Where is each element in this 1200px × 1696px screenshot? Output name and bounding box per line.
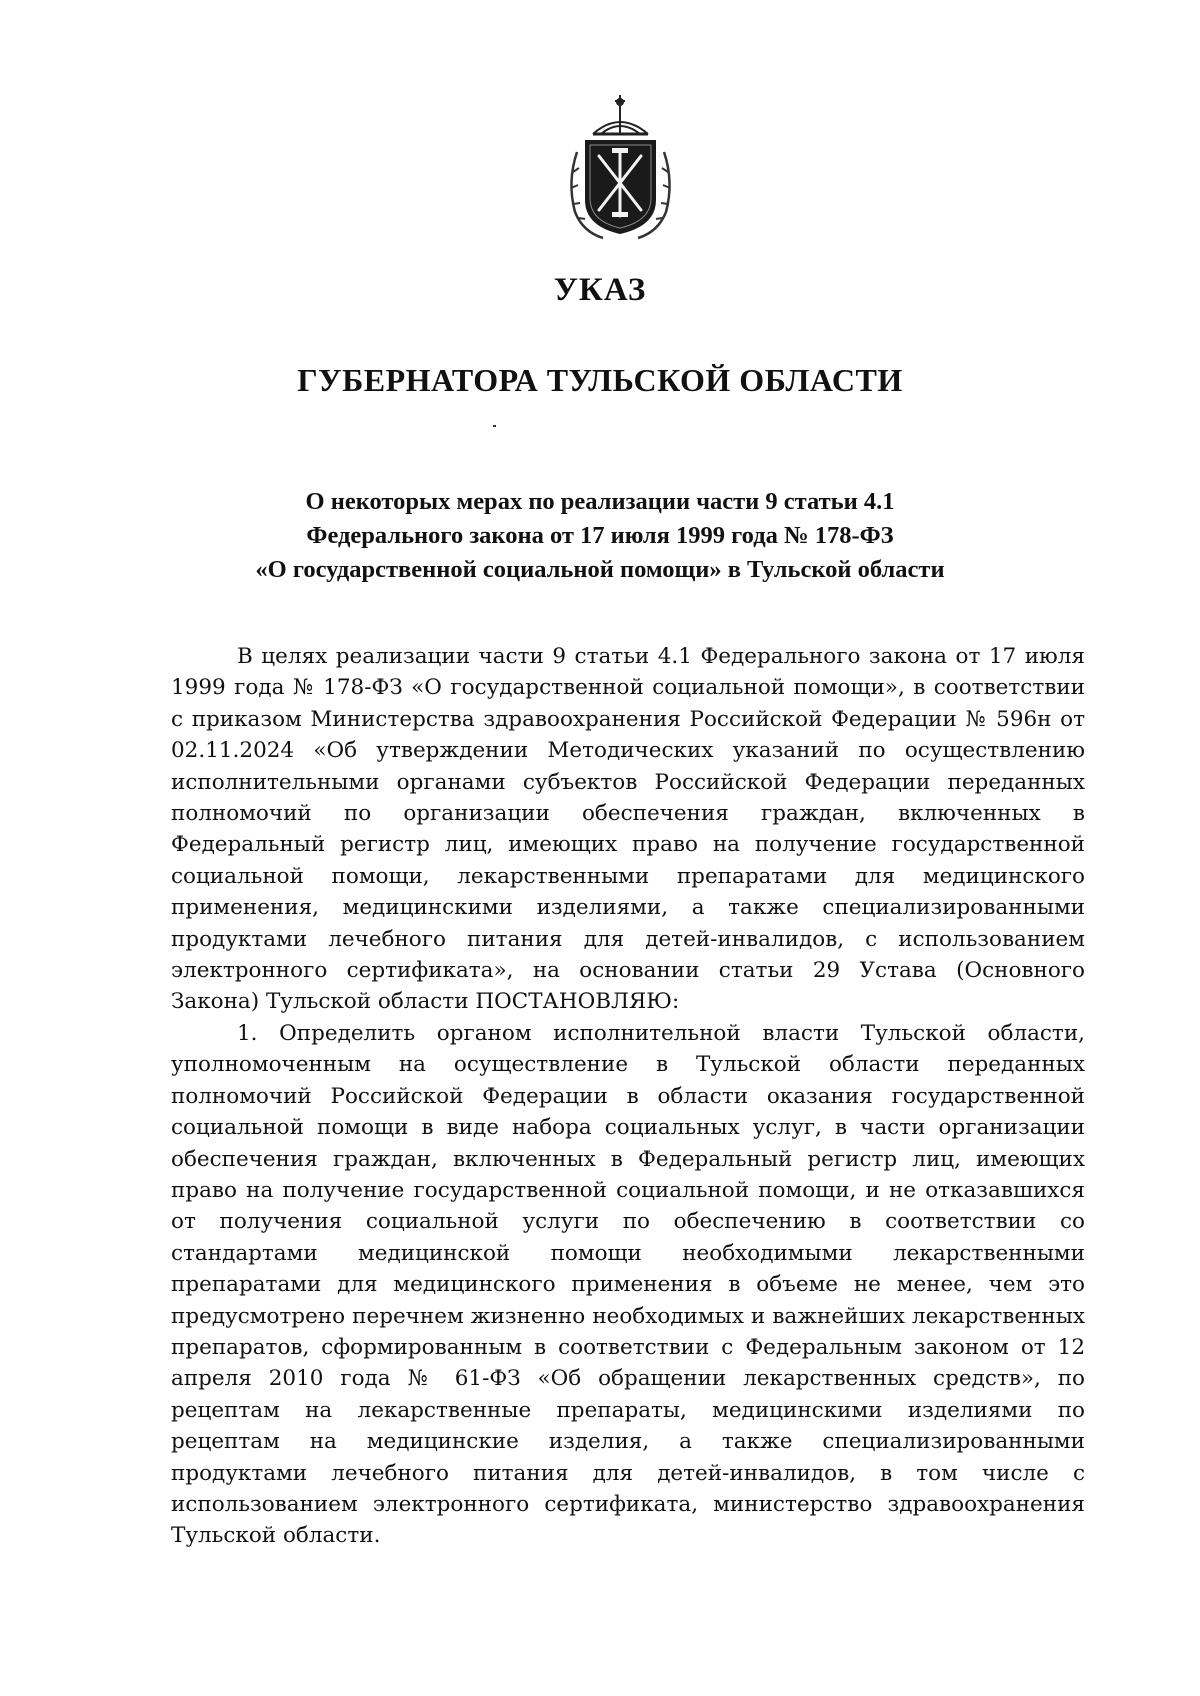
document-subject (0, 485, 1200, 587)
subject-line: Федерального закона от 17 июля 1999 года № 178-ФЗ (306, 522, 894, 549)
scan-speck (493, 425, 496, 427)
document-body (171, 641, 1085, 1552)
preamble-paragraph: В целях реализации части 9 статьи 4.1 Федерального закона от 17 июля 1999 года № 178-ФЗ «О государственной социальной помощи», в соответствии с приказом Министерства здравоохранения Российской Федерации № 596н от 02.11.2024 «Об утверждении Методических указаний по осуществлению исполнительными органами субъектов Российской Федерации переданных полномочий по организации обеспечения граждан, включенных в Федеральный регистр лиц, имеющих право на получение государственной социальной помощи, лекарственными препаратами для медицинского применения, медицинскими изделиями, а также специализированными продуктами лечебного питания для детей-инвалидов, с использованием электронного сертификата», на основании статьи 29 Устава (Основного Закона) Тульской области ПОСТАНОВЛЯЮ: (171, 644, 1085, 1015)
tula-coat-of-arms-emblem (563, 92, 678, 242)
subject-line: «О государственной социальной помощи» в Тульской области (255, 556, 945, 583)
clause-1-paragraph: 1. Определить органом исполнительной власти Тульской области, уполномоченным на осуществление в Тульской области переданных полномочий Российской Федерации в области оказания государственной социальной помощи в виде набора социальных услуг, в части организации обеспечения граждан, включенных в Федеральный регистр лиц, имеющих право на получение государственной социальной помощи, и не отказавшихся от получения социальной услуги по обеспечению в соответствии со стандартами медицинской помощи необходимыми лекарственными препаратами для медицинского применения в объеме не менее, чем это предусмотрено перечнем жизненно необходимых и важнейших лекарственных препаратов, сформированным в соответствии с Федеральным законом от 12 апреля 2010 года № 61-ФЗ «Об обращении лекарственных средств», по рецептам на лекарственные препараты, медицинскими изделиями по рецептам на медицинские изделия, а также специализированными продуктами лечебного питания для детей-инвалидов, в том числе с использованием электронного сертификата, министерство здравоохранения Тульской области. (171, 1020, 1085, 1549)
issuer-title: ГУБЕРНАТОРА ТУЛЬСКОЙ ОБЛАСТИ (297, 362, 903, 398)
document-heading: УКАЗ (553, 272, 647, 308)
subject-line: О некоторых мерах по реализации части 9 статьи 4.1 (305, 488, 895, 515)
